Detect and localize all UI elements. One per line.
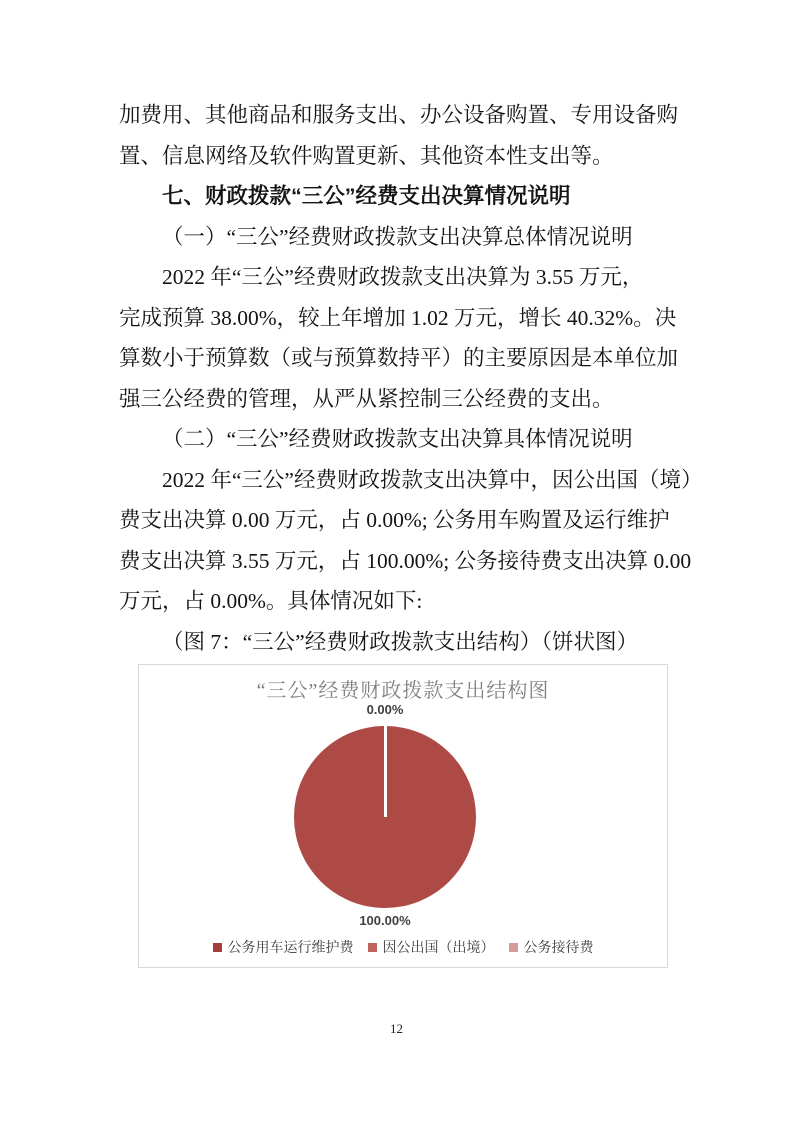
body-line: 2022 年“三公”经费财政拨款支出决算中，因公出国（境） xyxy=(162,467,703,492)
text-block xyxy=(119,95,729,662)
legend-label: 公务接待费 xyxy=(523,941,594,956)
body-line: 万元，占 0.00%。具体情况如下: xyxy=(119,589,423,613)
body-line: 强三公经费的管理，从严从紧控制三公经费的支出。 xyxy=(119,386,614,411)
pie-data-label-top: 0.00% xyxy=(366,702,404,717)
subsection-heading: （二）“三公”经费财政拨款支出决算具体情况说明 xyxy=(162,427,633,451)
subsection-heading: （一）“三公”经费财政拨款支出决算总体情况说明 xyxy=(162,224,633,249)
chart-title: “三公”经费财政拨款支出结构图 xyxy=(256,680,550,702)
section-heading: 七、财政拨款“三公”经费支出决算情况说明 xyxy=(162,184,571,208)
chart-legend xyxy=(139,937,667,957)
body-line: 置、信息网络及软件购置更新、其他资本性支出等。 xyxy=(119,143,614,168)
legend-item-reception xyxy=(509,937,594,957)
legend-label: 因公出国（出境） xyxy=(382,941,495,956)
pie-graphic xyxy=(294,726,476,908)
body-line: 加费用、其他商品和服务支出、办公设备购置、专用设备购 xyxy=(119,103,679,127)
figure-caption: （图 7：“三公”经费财政拨款支出结构）（饼状图） xyxy=(162,629,638,654)
legend-item-abroad xyxy=(368,937,495,957)
legend-item-vehicle xyxy=(213,937,354,957)
body-line: 完成预算 38.00%，较上年增加 1.02 万元，增长 40.32%。决 xyxy=(119,305,677,330)
legend-marker-icon xyxy=(213,943,222,952)
pie-data-label-bottom: 100.00% xyxy=(359,913,411,928)
page-number: 12 xyxy=(390,1021,403,1036)
body-line: 算数小于预算数（或与预算数持平）的主要原因是本单位加 xyxy=(119,346,679,370)
pie-slice-boundary xyxy=(384,726,387,817)
body-line: 费支出决算 3.55 万元，占 100.00%; 公务接待费支出决算 0.00 xyxy=(119,548,692,573)
body-line: 2022 年“三公”经费财政拨款支出决算为 3.55 万元， xyxy=(162,265,644,289)
pie-chart xyxy=(138,664,668,968)
legend-label: 公务用车运行维护费 xyxy=(227,941,354,956)
legend-marker-icon xyxy=(509,943,518,952)
body-line: 费支出决算 0.00 万元，占 0.00%; 公务用车购置及运行维护 xyxy=(119,508,670,532)
legend-marker-icon xyxy=(368,943,377,952)
